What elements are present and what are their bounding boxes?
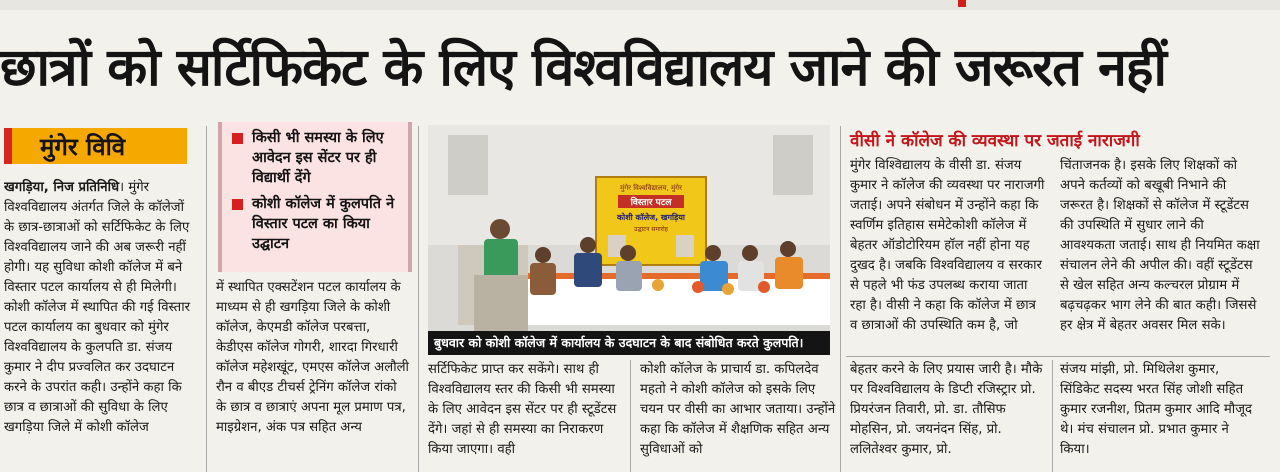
column-divider — [206, 126, 207, 472]
highlight-box — [218, 122, 412, 272]
article-column-6 — [1060, 156, 1260, 352]
column-divider — [1052, 360, 1053, 472]
bullet-square-icon — [232, 199, 243, 210]
article-column-2 — [216, 278, 410, 472]
highlight-item — [222, 122, 408, 188]
red-marker — [958, 0, 966, 7]
column-8-text: संजय मांझी, प्रो. मिथिलेश कुमार, सिंडिकेट सदस्य भरत सिंह जोशी सहित कुमार रजनीश, प्रितम कुमार आदि मौजूद थे। मंच संचालन प्रो. प्रभात कुमार ने किया। — [1060, 362, 1252, 457]
section-tag-label: मुंगेर विवि — [40, 132, 126, 161]
column-1-text: । मुंगेर विश्वविद्यालय अंतर्गत जिले के कॉलेजों के छात्र-छात्राओं को सर्टिफिकेट के लिए विश्वविद्यालय जाने की अब जरूरी नहीं होगी। यह सुविधा कोशी कॉलेज में बने विस्तार पटल कार्यालय से ही मिलेगी। कोशी कॉलेज में स्थापित की गई विस्तार पटल कार्यालय का बुधवार को मुंगेर विश्वविद्यालय के कुलपति डा. संजय कुमार ने दीप प्रज्वलित कर उदघाटन करने के उपरांत कही। उन्होंने कहा कि छात्र व छात्राओं की सुविधा के लिए खगड़िया जिले में कोशी कॉलेज — [4, 180, 191, 435]
article-column-1 — [4, 178, 194, 470]
column-5-text: मुंगेर विश्विद्यालय के वीसी डा. संजय कुमार ने कॉलेज की व्यवस्था पर नाराजगी जताई। अपने संबोधन में उन्होंने कहा कि स्वर्णिम इतिहास समेटेकोशी कॉलेज में बेहतर ऑडोटोरियम हॉल नहीं होना यह दुखद है। जबकि विश्वविद्यालय व सरकार से पहले भी फंड उपलब्ध कराया जाता रहा है। वीसी ने कहा कि कॉलेज में छात्र व छात्राओं की उपस्थिति कम है, जो — [850, 158, 1045, 333]
article-column-5 — [850, 156, 1046, 352]
bullet-square-icon — [232, 133, 243, 144]
column-3-text: सर्टिफिकेट प्राप्त कर सकेंगे। साथ ही विश्वविद्यालय स्तर की किसी भी समस्या के लिए आवेदन इस सेंटर पर ही स्टूडेंटस देंगे। जहां से ही समस्या का निराकरण किया जाएगा। वही — [428, 362, 617, 457]
article-column-4 — [640, 360, 836, 472]
byline: खगड़िया, निज प्रतिनिधि — [4, 180, 120, 195]
column-7-text: बेहतर करने के लिए प्रयास जारी है। मौके पर विश्वविद्यालय के डिप्टी रजिस्ट्रार प्रो. प्रियरंजन तिवारी, प्रो. डा. तौसिफ मोहसिन, प्रो. जयनंदन सिंह, प्रो. ललितेश्वर कुमार, प्रो. — [850, 362, 1043, 457]
section-tag — [4, 128, 187, 164]
banner-line-1: मुंगेर विश्वविद्यालय, मुंगेर — [620, 184, 682, 192]
banner-line-4: उद्घाटन समारोह — [634, 226, 668, 233]
section-divider — [846, 356, 1270, 357]
section-tag-bar — [4, 128, 12, 164]
column-2-text: में स्थापित एक्सटेंशन पटल कार्यालय के माध्यम से ही खगड़िया जिले के कोशी कॉलेज, केएमडी कॉलेज परबत्ता, केडीएस कॉलेज गोगरी, शारदा गिरधारी कॉलेज महेशखूंट, एमएस कॉलेज अलौली रौन व बीएड टीचर्स ट्रेनिंग कॉलेज रांको के छात्र व छात्राएं अपना मूल प्रमाण पत्र, माइग्रेशन, अंक पत्र सहित अन्य — [216, 280, 409, 435]
article-column-8 — [1060, 360, 1260, 472]
column-4-text: कोशी कॉलेज के प्राचार्य डा. कपिलदेव महतो ने कोशी कॉलेज को इसके लिए चयन पर वीसी का आभार जताया। उन्होंने कहा कि कॉलेज में शैक्षणिक सहित अन्य सुविधाओं को — [640, 362, 836, 457]
column-divider — [418, 126, 419, 472]
highlight-text: किसी भी समस्या के लिए आवेदन इस सेंटर पर ही विद्यार्थी देंगे — [252, 130, 384, 186]
article-column-3 — [428, 360, 624, 472]
column-divider — [630, 360, 631, 472]
event-photo — [428, 125, 830, 331]
banner-line-2: विस्तार पटल — [630, 198, 672, 208]
headline: छात्रों को सर्टिफिकेट के लिए विश्वविद्यालय जाने की जरूरत नहीं — [0, 38, 1166, 98]
highlight-item — [222, 188, 408, 254]
banner-line-3: कोशी कॉलेज, खगड़िया — [616, 213, 686, 222]
column-divider — [840, 126, 841, 472]
photo-caption: बुधवार को कोशी कॉलेज में कार्यालय के उदघाटन के बाद संबोधित करते कुलपति। — [428, 331, 830, 355]
article-column-7 — [850, 360, 1046, 472]
top-strip — [0, 0, 1280, 10]
column-6-text: चिंताजनक है। इसके लिए शिक्षकों को अपने कर्तव्यों को बखूबी निभाने की जरूरत है। शिक्षकों से कॉलेज में स्टूडेंटस की उपस्थिति में सुधार लाने की आवश्यकता जताई। साथ ही नियमित कक्षा संचालन लेने की अपील की। वहीं स्टूडेंटस से खेल सहित अन्य कल्चरल प्रोग्राम में बढ़चढ़कर भाग लेने की बात कही। जिससे हर क्षेत्र में बेहतर अवसर मिल सके। — [1060, 158, 1260, 333]
sub-headline: वीसी ने कॉलेज की व्यवस्था पर जताई नाराजगी — [850, 131, 1140, 151]
highlight-text: कोशी कॉलेज में कुलपति ने विस्तार पटल का किया उद्घाटन — [252, 196, 395, 252]
